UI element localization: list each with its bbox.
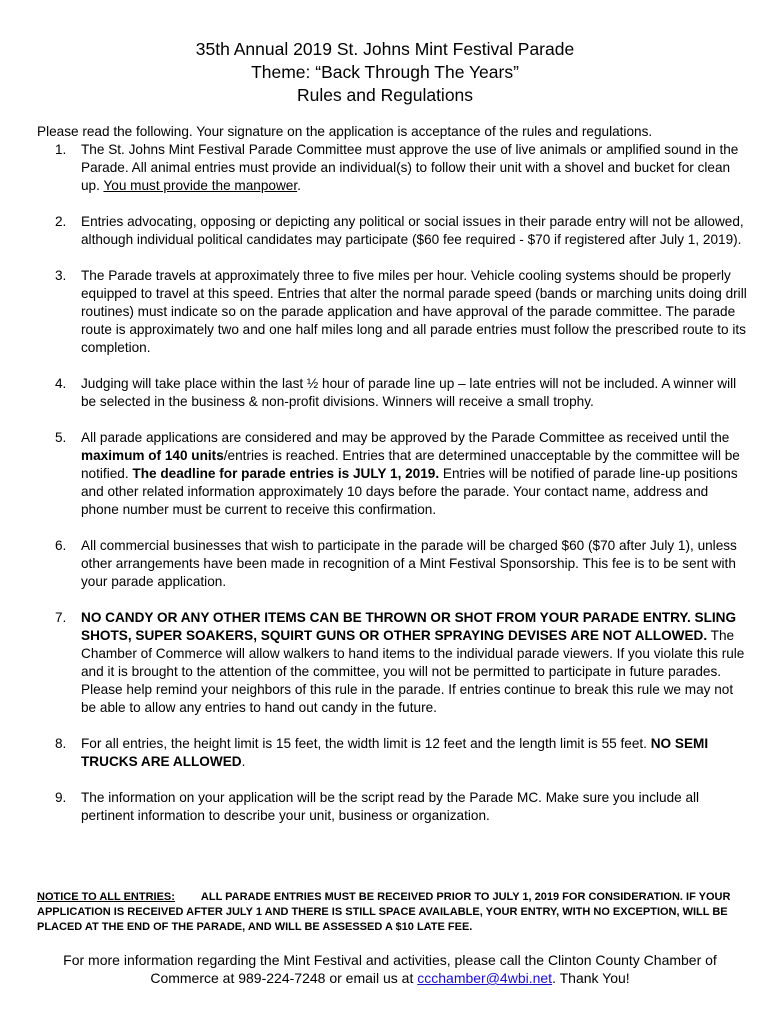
rule-item	[55, 213, 747, 249]
theme-line: Theme: “Back Through The Years”	[251, 62, 519, 82]
rule-text: The St. Johns Mint Festival Parade Committee must approve the use of live animals or amplified sound in the Parade. All animal entries must provide an individual(s) to follow their unit with a shovel and bucket for clean up.	[81, 142, 739, 193]
rule-text: The Parade travels at approximately three to five miles per hour. Vehicle cooling systems should be properly equipped to travel at this speed. Entries that alter the normal parade speed (bands or marching units doing drill routines) must indicate so on the parade application and have approval of the parade committee. The parade route is approximately two and one half miles long and all parade entries must follow the prescribed route to its completion.	[81, 268, 747, 355]
rule-item	[55, 375, 747, 411]
closing-text	[30, 951, 750, 987]
rule-item	[55, 141, 747, 195]
notice-text: ALL PARADE ENTRIES MUST BE RECEIVED PRIOR TO JULY 1, 2019 FOR CONSIDERATION. IF YOUR APPLICATION IS RECEIVED AFTER JULY 1 AND THERE IS STILL SPACE AVAILABLE, YOUR ENTRY, WITH NO EXCEPTION, WILL BE PLACED AT THE END OF THE PARADE, AND WILL BE ASSESSED A $10 LATE FEE.	[37, 891, 731, 933]
rule-text: .	[241, 754, 246, 769]
rule-text: Judging will take place within the last ½ hour of parade line up – late entries will not be included. A winner will be selected in the business & non-profit divisions. Winners will receive a small trophy.	[81, 376, 737, 409]
intro-text: Please read the following. Your signature on the application is acceptance of the rules and regulations.	[37, 124, 653, 139]
rule-number: 3.	[55, 268, 67, 283]
closing-text-part: . Thank You!	[552, 970, 630, 986]
page-subtitle: Rules and Regulations	[296, 85, 474, 105]
rule-text: Entries advocating, opposing or depicting any political or social issues in their parade entry will not be allowed, although individual political candidates may participate ($60 fee required - $70 if registered after July 1, 2019).	[81, 214, 744, 247]
page-title: 35th Annual 2019 St. Johns Mint Festival Parade	[195, 39, 575, 59]
rule-number: 5.	[55, 430, 67, 445]
notice-block	[37, 890, 747, 935]
rule-number: 1.	[55, 142, 67, 157]
rule-number: 9.	[55, 790, 67, 805]
rule-text: Entries will be notified of parade line-up positions and other related information approximately 10 days before the parade. Your contact name, address and phone number must be current to receive this confirmation.	[81, 466, 738, 517]
rule-text: .	[297, 178, 301, 193]
rule-bold-text: maximum of 140 units	[81, 448, 224, 463]
rule-text: All commercial businesses that wish to participate in the parade will be charged $60 ($70 after July 1), unless other arrangements have been made in recognition of a Mint Festival Sponsorship. This fee is to be sent with your parade application.	[81, 538, 737, 589]
rule-number: 8.	[55, 736, 67, 751]
rule-item	[55, 267, 747, 357]
rule-text: All parade applications are considered and may be approved by the Parade Committee as received until the	[81, 430, 730, 445]
rules-list	[55, 141, 747, 825]
rule-text: For all entries, the height limit is 15 feet, the width limit is 12 feet and the length limit is 55 feet.	[81, 736, 651, 751]
notice-label: NOTICE TO ALL ENTRIES:	[37, 891, 175, 903]
rule-item	[55, 789, 747, 825]
rule-number: 2.	[55, 214, 67, 229]
rule-item	[55, 735, 747, 771]
rule-underline-text: You must provide the manpower	[103, 178, 298, 193]
rule-text: /entries is reached. Entries that are determined unacceptable by the committee will be notified.	[81, 448, 740, 481]
rule-text: The information on your application will be the script read by the Parade MC. Make sure you include all pertinent information to describe your unit, business or organization.	[81, 790, 700, 823]
rule-bold-text: NO SEMI TRUCKS ARE ALLOWED	[81, 736, 709, 769]
rule-item	[55, 609, 747, 717]
rule-number: 7.	[55, 610, 67, 625]
rule-text: The Chamber of Commerce will allow walkers to hand items to the individual parade viewers. If you violate this rule and it is brought to the attention of the committee, you will not be permitted to participate in future parades. Please help remind your neighbors of this rule in the parade. If entries continue to break this rule we may not be able to allow any entries to hand out candy in the future.	[81, 628, 745, 715]
closing-text-part: For more information regarding the Mint Festival and activities, please call the Clinton County Chamber of Commerce at 989-224-7248 or email us at	[63, 952, 717, 986]
rule-item	[55, 429, 747, 519]
rule-number: 6.	[55, 538, 67, 553]
rule-bold-text: NO CANDY OR ANY OTHER ITEMS CAN BE THROWN OR SHOT FROM YOUR PARADE ENTRY. SLING SHOTS, SUPER SOAKERS, SQUIRT GUNS OR OTHER SPRAYING DEVISES ARE NOT ALLOWED.	[81, 610, 737, 643]
rule-number: 4.	[55, 376, 67, 391]
rule-bold-text: The deadline for parade entries is JULY 1, 2019.	[132, 466, 440, 481]
email-link[interactable]: ccchamber@4wbi.net	[417, 970, 553, 986]
rule-item	[55, 537, 747, 591]
